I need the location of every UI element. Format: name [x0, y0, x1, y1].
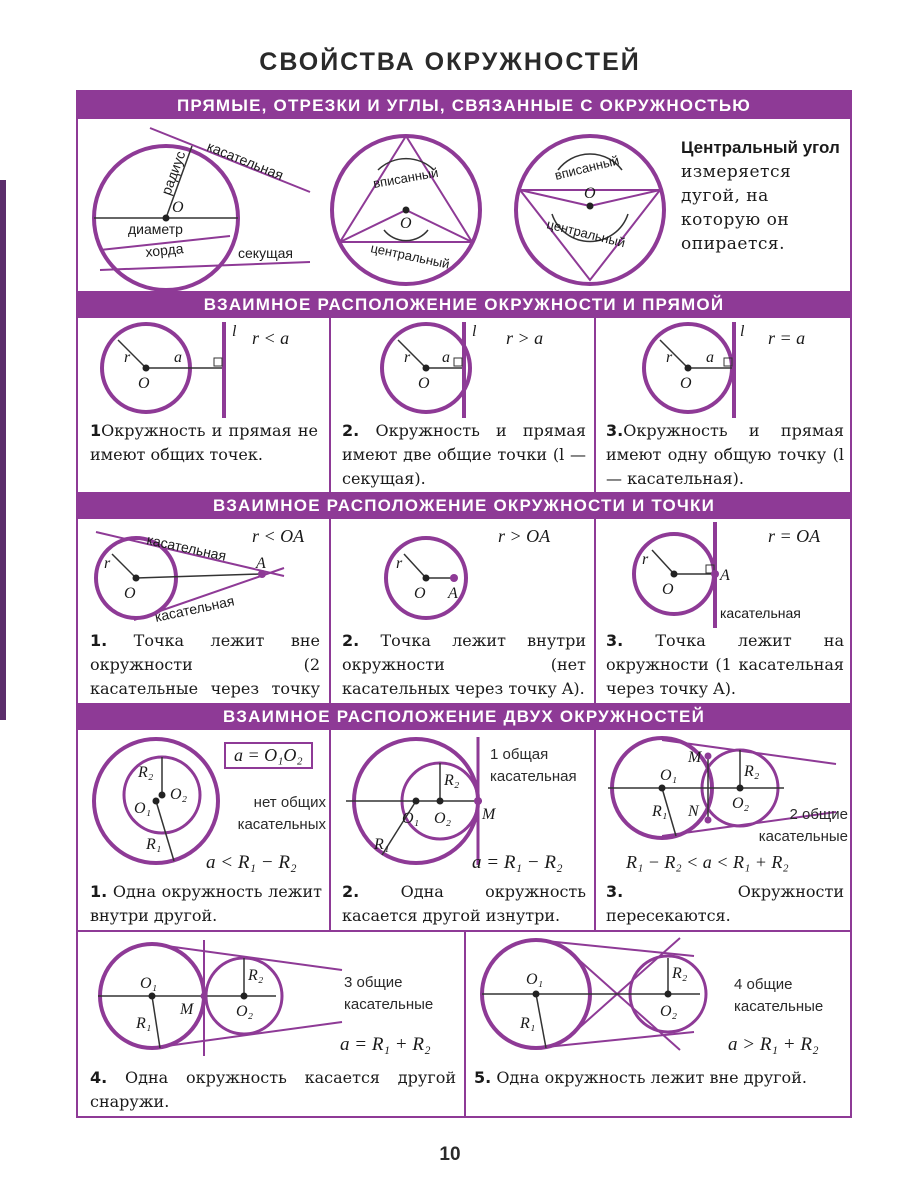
svg-text:l: l — [472, 323, 477, 340]
svg-text:касательная: касательная — [204, 137, 286, 184]
condition-circles-5: a > R₁ + R₂ — [728, 1034, 819, 1055]
svg-text:r = OA: r = OA — [768, 526, 821, 546]
fig-circles-separate — [474, 938, 734, 1064]
caption-point-1: 1. Точка лежит вне окружности (2 касательные через точку — [90, 631, 320, 698]
svg-text:R₂: R₂ — [744, 763, 760, 780]
svg-text:R₁: R₁ — [146, 836, 162, 853]
svg-text:O: O — [172, 199, 184, 216]
svg-text:A: A — [256, 555, 266, 572]
svg-text:центральный: центральный — [545, 216, 627, 251]
page-edge-strip — [0, 180, 6, 720]
svg-text:R₁: R₁ — [520, 1015, 536, 1032]
svg-text:O: O — [400, 215, 412, 232]
note-circles-1: нет общих касательных — [237, 794, 326, 833]
caption-circles-3: 3. Окружности пересекаются. — [606, 882, 844, 925]
caption-circles-2: 2. Одна окружность касается другой изнутри. — [342, 882, 586, 925]
svg-text:a: a — [442, 349, 450, 366]
central-angle-title: Центральный угол — [681, 138, 840, 157]
distance-definition: a = O₁O₂ — [224, 742, 313, 769]
svg-text:M: M — [688, 749, 702, 766]
svg-text:секущая: секущая — [238, 245, 293, 261]
note-circles-3: 2 общие касательные — [758, 806, 848, 845]
svg-text:R₂: R₂ — [444, 772, 460, 789]
fig-circles-internal-tangent — [342, 737, 496, 867]
svg-text:M: M — [482, 806, 496, 823]
svg-text:O: O — [680, 375, 692, 392]
fig-circle-lines — [88, 132, 328, 292]
svg-text:R₁: R₁ — [136, 1015, 152, 1032]
svg-text:l: l — [740, 323, 745, 340]
svg-text:r: r — [124, 349, 131, 366]
svg-text:диаметр: диаметр — [128, 221, 183, 237]
fig-inscribed-central-1 — [326, 130, 496, 290]
svg-text:A: A — [720, 567, 730, 584]
caption-circles-5: 5. Одна окружность лежит вне другой. — [474, 1068, 807, 1087]
svg-text:вписанный: вписанный — [553, 152, 621, 183]
svg-text:r: r — [104, 555, 111, 572]
svg-text:r < a: r < a — [252, 328, 290, 348]
caption-point-3: 3. Точка лежит на окружности (1 касательная через точку A). — [606, 631, 844, 698]
svg-text:R₁: R₁ — [652, 803, 668, 820]
svg-text:касательная: касательная — [145, 531, 228, 564]
condition-circles-1: a < R₁ − R₂ — [206, 852, 297, 873]
svg-text:O₂: O₂ — [732, 795, 750, 812]
svg-text:O: O — [418, 375, 430, 392]
svg-text:r: r — [666, 349, 673, 366]
condition-circles-4: a = R₁ + R₂ — [340, 1034, 431, 1055]
fig-line-no-intersection — [94, 320, 324, 420]
fig-line-tangent — [626, 320, 846, 420]
svg-text:r: r — [396, 555, 403, 572]
svg-text:O₁: O₁ — [134, 800, 152, 817]
svg-text:r > OA: r > OA — [498, 526, 551, 546]
svg-text:r: r — [642, 551, 649, 568]
svg-text:касательная: касательная — [153, 592, 236, 625]
svg-text:O: O — [138, 375, 150, 392]
svg-text:r > a: r > a — [506, 328, 544, 348]
svg-text:a: a — [706, 349, 714, 366]
svg-text:r: r — [404, 349, 411, 366]
central-angle-note — [681, 136, 841, 256]
svg-text:M: M — [180, 1001, 194, 1018]
reference-sheet — [76, 90, 852, 1118]
note-circles-4: 3 общие касательные — [344, 974, 434, 1013]
section3-header: ВЗАИМНОЕ РАСПОЛОЖЕНИЕ ОКРУЖНОСТИ И ТОЧКИ — [78, 492, 850, 519]
section2-header: ВЗАИМНОЕ РАСПОЛОЖЕНИЕ ОКРУЖНОСТИ И ПРЯМОЙ — [78, 291, 850, 318]
svg-text:l: l — [232, 323, 237, 340]
fig-circles-external-tangent — [90, 940, 350, 1060]
caption-circles-4: 4. Одна окружность касается другой снаружи. — [90, 1068, 456, 1111]
svg-text:O₂: O₂ — [660, 1003, 678, 1020]
central-angle-text: измеряется дугой, на которую он опирается. — [681, 162, 792, 254]
svg-text:хорда: хорда — [144, 240, 185, 260]
svg-text:N: N — [688, 803, 699, 820]
svg-text:радиус: радиус — [157, 148, 189, 198]
svg-text:O₁: O₁ — [660, 767, 678, 784]
caption-line-1: 1Окружность и прямая не имеют общих точек. — [90, 421, 318, 464]
svg-text:O: O — [414, 585, 426, 602]
fig-point-inside — [374, 522, 590, 632]
page-number: 10 — [439, 1144, 461, 1165]
fig-point-on — [624, 522, 844, 632]
svg-text:R₂: R₂ — [138, 764, 154, 781]
svg-text:O₁: O₁ — [402, 810, 420, 827]
fig-line-secant — [362, 320, 592, 420]
svg-text:O₂: O₂ — [236, 1003, 254, 1020]
fig-inscribed-central-2 — [510, 130, 680, 290]
caption-line-2: 2. Окружность и прямая имеют две общие точки (l — секущая). — [342, 421, 586, 488]
svg-text:центральный: центральный — [369, 240, 452, 272]
section4-header: ВЗАИМНОЕ РАСПОЛОЖЕНИЕ ДВУХ ОКРУЖНОСТЕЙ — [78, 703, 850, 730]
svg-text:a: a — [174, 349, 182, 366]
svg-text:O: O — [584, 185, 596, 202]
caption-point-2: 2. Точка лежит внутри окружности (нет касательных через точку A). — [342, 631, 586, 698]
svg-text:A: A — [448, 585, 458, 602]
condition-circles-3: R₁ − R₂ < a < R₁ + R₂ — [626, 852, 789, 872]
svg-text:O₂: O₂ — [434, 810, 452, 827]
fig-point-outside — [84, 522, 328, 632]
caption-line-3: 3.Окружность и прямая имеют одну общую точку (l — касательная). — [606, 421, 844, 488]
svg-text:r < OA: r < OA — [252, 526, 305, 546]
svg-text:R₁: R₁ — [374, 836, 390, 853]
svg-text:R₂: R₂ — [248, 967, 264, 984]
section1-header: ПРЯМЫЕ, ОТРЕЗКИ И УГЛЫ, СВЯЗАННЫЕ С ОКРУЖНОСТЬЮ — [78, 92, 850, 119]
svg-text:O₁: O₁ — [526, 971, 544, 988]
svg-text:касательная: касательная — [720, 605, 801, 621]
svg-text:O₁: O₁ — [140, 975, 158, 992]
fig-circles-inside — [90, 737, 230, 867]
caption-circles-1: 1. Одна окружность лежит внутри другой. — [90, 882, 322, 925]
svg-text:O₂: O₂ — [170, 786, 188, 803]
page-title: СВОЙСТВА ОКРУЖНОСТЕЙ — [259, 48, 641, 76]
svg-text:O: O — [124, 585, 136, 602]
svg-text:вписанный: вписанный — [371, 164, 440, 191]
svg-text:O: O — [662, 581, 674, 598]
condition-circles-2: a = R₁ − R₂ — [472, 852, 563, 873]
svg-text:r = a: r = a — [768, 328, 806, 348]
note-circles-5: 4 общие касательные — [734, 976, 824, 1015]
svg-text:R₂: R₂ — [672, 965, 688, 982]
note-circles-2: 1 общая касательная — [490, 746, 577, 785]
